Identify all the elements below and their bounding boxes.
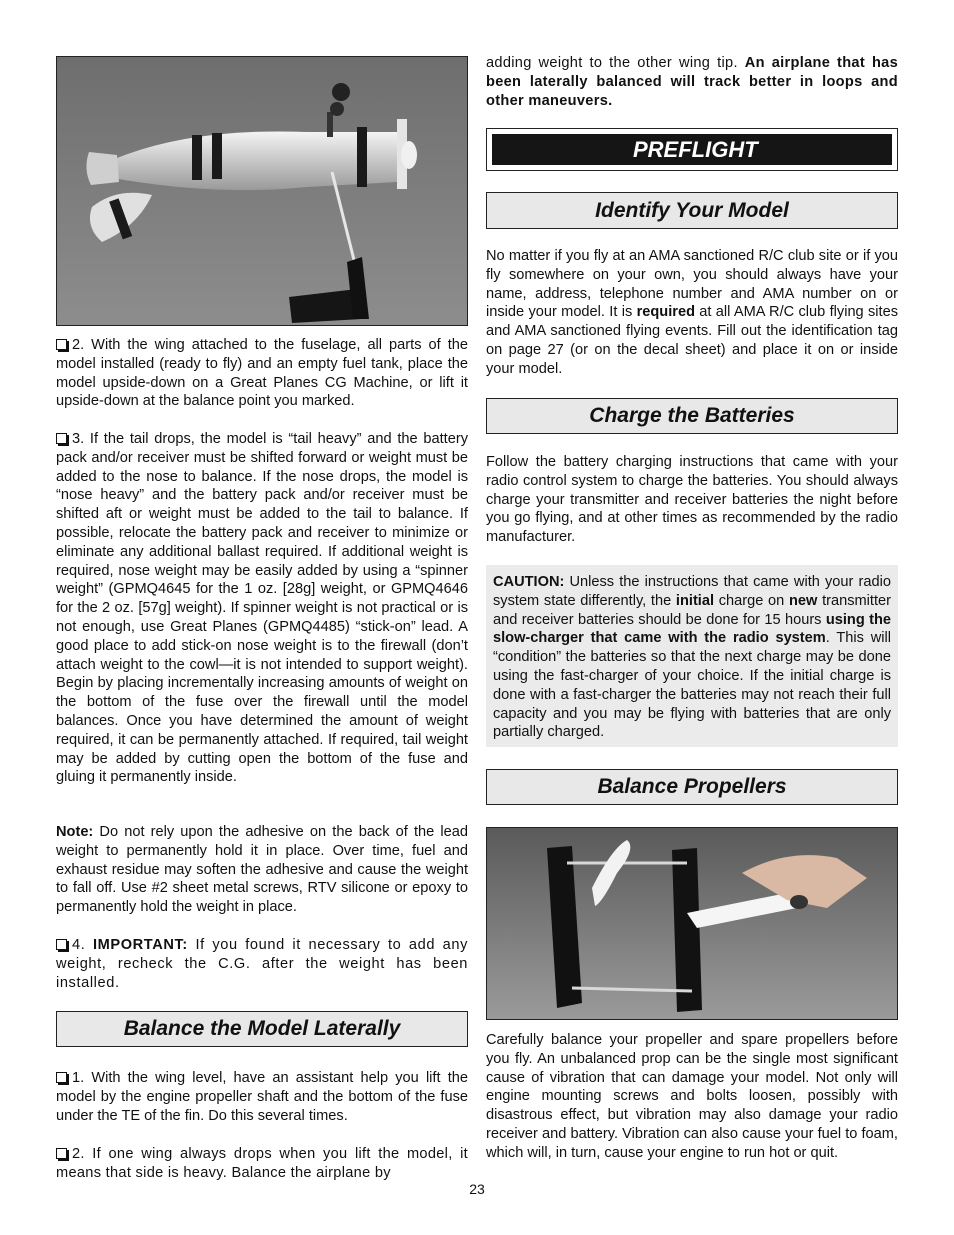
lateral-continued-text: adding weight to the other wing tip.: [486, 55, 745, 71]
heading-identify-model: Identify Your Model: [486, 192, 898, 229]
checkbox-icon[interactable]: [56, 939, 67, 950]
important-label: IMPORTANT:: [92, 937, 188, 953]
caution-initial: initial: [675, 592, 715, 609]
caution-text-1: Unless the instructions that came with your radio system state differently, the: [493, 574, 891, 609]
lateral-step-1-text: 1. With the wing level, have an assistant help you lift the model by the engine propeller shaft and the bottom of the fuse under the TE of the fin. Do this several times.: [56, 1070, 468, 1124]
caution-new: new: [788, 592, 818, 609]
lateral-step-2-text: 2. If one wing always drops when you lift the model, it means that side is heavy. Balance the airplane by: [56, 1146, 468, 1181]
charge-paragraph: Follow the battery charging instructions that came with your radio control system to charge the batteries. You should always charge your transmitter and receiver batteries the night before you go flying, and at other times as recommended by the radio manufacturer.: [486, 454, 898, 546]
lateral-continued: [486, 54, 898, 110]
preflight-banner: [486, 128, 898, 171]
page-number: 23: [469, 1181, 485, 1197]
prop-balancer-illustration: [487, 828, 897, 1019]
airplane-cg-photo: [56, 56, 468, 326]
props-paragraph: Carefully balance your propeller and spare propellers before you fly. An unbalanced prop can be the single most significant cause of vibration that can damage your model. Not only will engine mounting screws and bolts loosen, possibly with disastrous effect, but vibration may also damage your radio receiver and battery. Vibration can also cause your fuel to foam, which will, in turn, cause your engine to run hot or quit.: [486, 1032, 898, 1161]
cg-step-4-number: 4.: [72, 937, 93, 953]
caution-box: [486, 565, 898, 747]
caution-slow-charger: using the slow-charger that came with the radio system: [493, 611, 891, 647]
heading-charge-batteries: Charge the Batteries: [486, 398, 898, 434]
cg-step-4: [56, 936, 468, 992]
cg-step-2-text: 2. With the wing attached to the fuselage, all parts of the model installed (ready to fly) and an empty fuel tank, place the model upside-down on a Great Planes CG Machine, or lift it upside-down at the balance point you marked.: [56, 337, 468, 410]
caution-label: CAUTION:: [493, 574, 565, 590]
checkbox-icon[interactable]: [56, 433, 67, 444]
checkbox-icon[interactable]: [56, 1072, 67, 1083]
checkbox-icon[interactable]: [56, 1148, 67, 1159]
caution-text-4: . This will “condition” the batteries so that the next charge may be done using the fast-charger of your choice. If the initial charge is done with a fast-charger the batteries may not reach their full capacity and you may be flying with batteries that are only partially charged.: [493, 630, 891, 741]
heading-balance-propellers: Balance Propellers: [486, 769, 898, 805]
identify-text-2: at all AMA R/C club flying sites and AMA sanctioned flying events. Fill out the identification tag on page 27 (or on the decal sheet) and place it on or inside your model.: [486, 304, 899, 377]
lateral-continued-bold: An airplane that has been laterally balanced will track better in loops and other maneuvers.: [486, 55, 898, 109]
identify-required: required: [636, 304, 695, 321]
airplane-on-stand-illustration: [57, 57, 467, 325]
caution-text-3: transmitter and receiver batteries should be done for 15 hours: [493, 592, 892, 628]
note-text: Do not rely upon the adhesive on the back of the lead weight to permanently hold it in place. Over time, fuel and exhaust residue may soften the adhesive and cause the weight to fall off. Use #2 sheet metal screws, RTV silicone or epoxy to permanently hold the weight in place.: [56, 824, 468, 916]
lateral-step-2: [56, 1145, 468, 1183]
checkbox-icon[interactable]: [56, 339, 67, 350]
note-label: Note:: [56, 824, 94, 840]
identify-paragraph: [486, 247, 898, 379]
cg-step-4-text: If you found it necessary to add any weight, recheck the C.G. after the weight has been installed.: [56, 937, 469, 991]
caution-paragraph: [493, 573, 891, 742]
identify-text-1: No matter if you fly at an AMA sanctioned R/C club site or if you fly somewhere on your own, you should always have your name, address, telephone number and AMA number on or inside your model. It is: [486, 248, 898, 321]
caution-text-2: charge on: [714, 592, 789, 609]
lateral-step-1: [56, 1069, 468, 1125]
preflight-title: PREFLIGHT: [492, 134, 892, 165]
heading-balance-laterally: Balance the Model Laterally: [56, 1011, 468, 1047]
cg-step-3-text: 3. If the tail drops, the model is “tail heavy” and the battery pack and/or receiver must be shifted forward or weight must be added to the nose to balance. If the nose drops, the model is “nose heavy” and the battery pack and/or receiver must be shifted aft or weight must be added to the tail to balance. If possible, relocate the battery pack and receiver to minimize or eliminate any additional ballast required. If additional weight is required, nose weight may be easily added by using a “spinner weight” (GPMQ4645 for the 1 oz. [28g] weight, or GPMQ4646 for the 2 oz. [57g] weight). If spinner weight is not practical or is not enough, use Great Planes (GPMQ4485) “stick-on” lead. A good place to add stick-on nose weight is to the firewall (don’t attach weight to the cowl—it is not intended to support weight). Begin by placing incrementally increasing amounts of weight on the bottom of the fuse over the firewall until the model balances. Once you have determined the amount of weight required, it can be permanently attached. If required, tail weight may be added by cutting open the bottom of the fuse and gluing it permanently inside.: [56, 431, 468, 786]
cg-step-3: [56, 430, 468, 787]
prop-balancer-photo: [486, 827, 898, 1020]
cg-step-2: [56, 336, 468, 411]
note-paragraph: [56, 823, 468, 917]
